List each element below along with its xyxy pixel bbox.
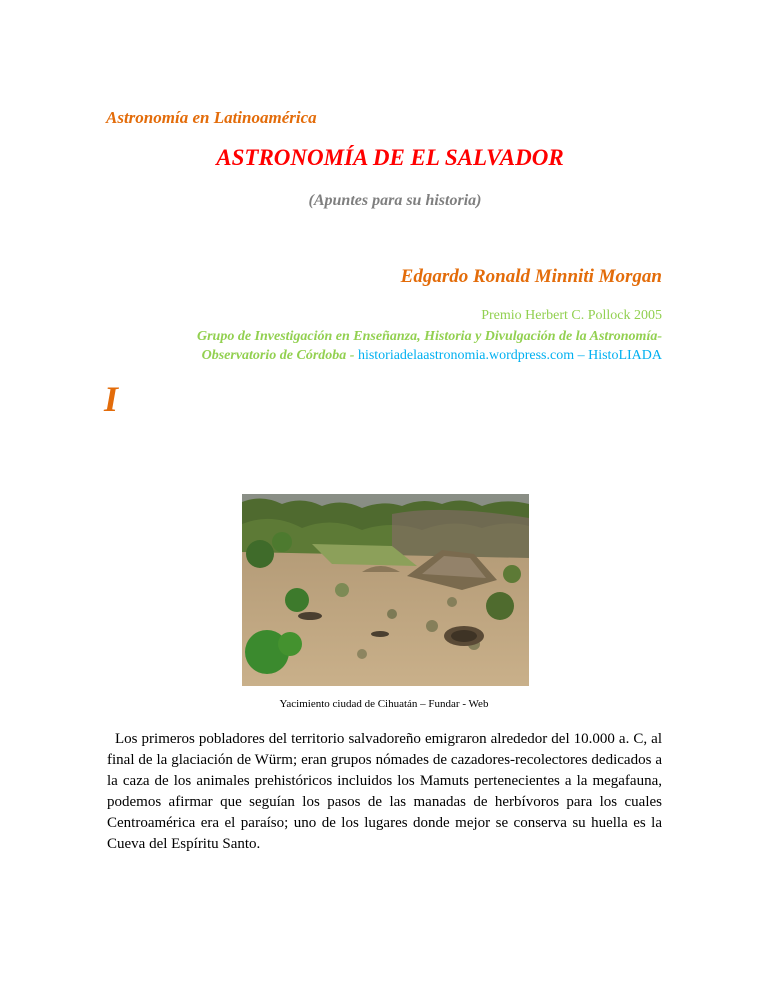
document-title: ASTRONOMÍA DE EL SALVADOR — [216, 145, 564, 170]
chapter-number: I — [104, 379, 119, 419]
author-name: Edgardo Ronald Minniti Morgan — [400, 266, 662, 287]
research-group-prefix: Observatorio de Córdoba - — [201, 348, 358, 363]
author-award: Premio Herbert C. Pollock 2005 — [481, 308, 662, 323]
series-heading: Astronomía en Latinoamérica — [106, 108, 317, 127]
figure-caption: Yacimiento ciudad de Cihuatán – Fundar - Web — [279, 698, 489, 710]
body-paragraph: Los primeros pobladores del territorio salvadoreño emigraron alrededor del 10.000 a. C, al final de la glaciación de Würm; eran grupos nómades de cazadores-recolectores dedicados a la caza de los animales prehistóricos incluidos los Mamuts pertenecientes a la megafauna, podemos afirmar que seguían los pasos de las manadas de herbívoros para los cuales Centroamérica era el paraíso; uno de los lugares donde mejor se conserva su huella es la Cueva del Espíritu Santo. — [107, 731, 662, 852]
document-subtitle: (Apuntes para su historia) — [308, 192, 482, 209]
archaeological-site-photo — [242, 494, 529, 686]
research-group — [197, 327, 662, 365]
research-group-line2 — [197, 346, 662, 365]
research-group-line1: Grupo de Investigación en Enseñanza, Historia y Divulgación de la Astronomía- — [196, 329, 662, 344]
website-link[interactable]: historiadelaastronomia.wordpress.com – HistoLIADA — [357, 348, 662, 363]
